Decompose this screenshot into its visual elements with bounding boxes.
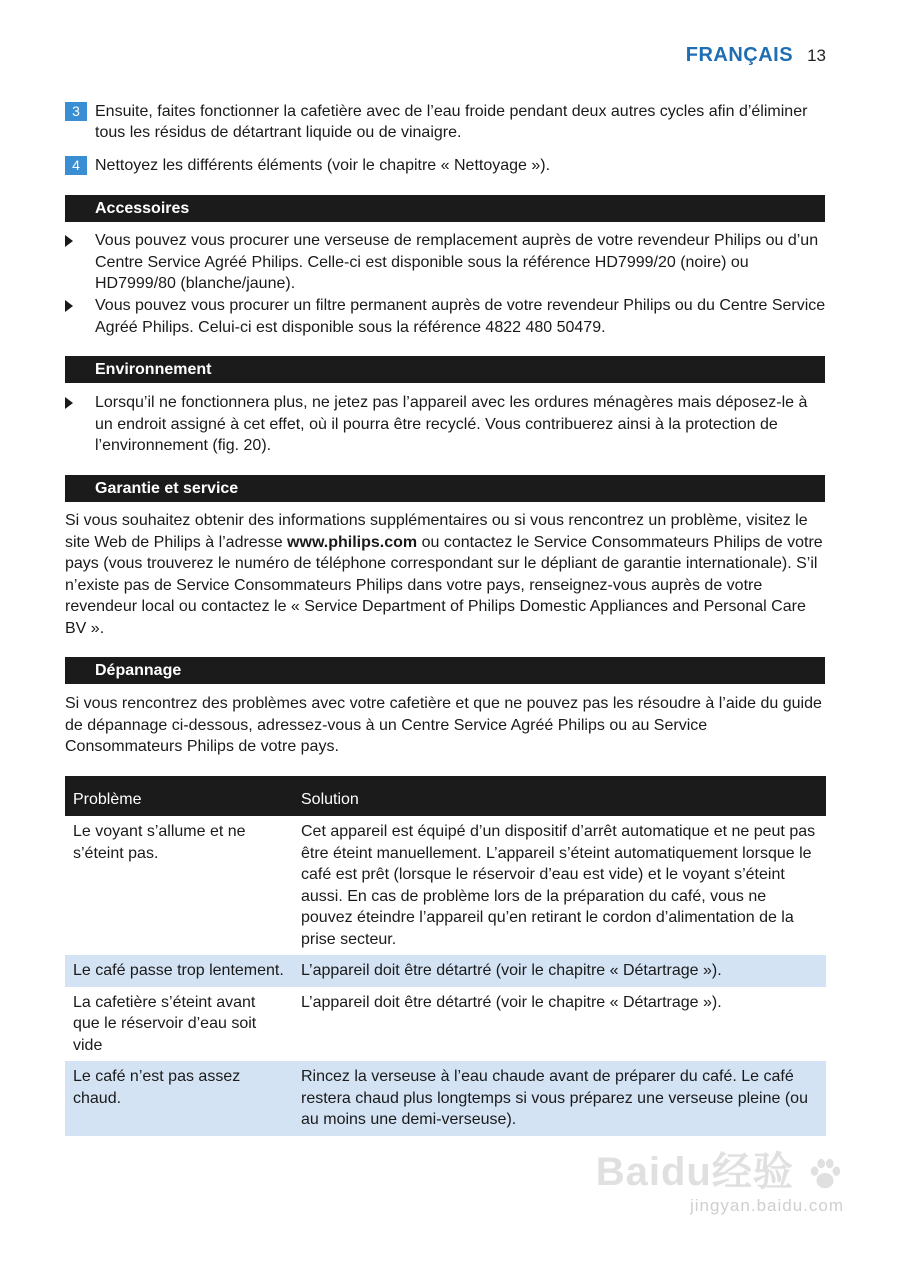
- bullet-text: Vous pouvez vous procurer un filtre permanent auprès de votre revendeur Philips ou du Centre Service Agréé Philips. Celui-ci est disponible sous la référence 4822 480 50479.: [95, 297, 826, 336]
- solution-cell: Cet appareil est équipé d’un dispositif d’arrêt automatique et ne peut pas être éteint manuellement. L’appareil s’éteint automatiquement lorsque le café est prêt (lorsque le réservoir d’eau est vide) et le voyant s’éteint aussi. En cas de problème lors de la préparation du café, vous ne pouvez éteindre l’appareil qu’en retirant le cordon d’alimentation de la prise secteur.: [301, 823, 816, 948]
- garantie-text-after: ou contactez le Service Consommateurs Philips de votre pays (vous trouverez le numéro de téléphone correspondant sur le dépliant de garantie internationale). S’il n’existe pas de Service Consommateurs Philips dans votre pays, renseignez-vous auprès de votre revendeur local ou contactez le « Service Department of Philips Domestic Appliances and Personal Care BV ».: [65, 533, 823, 637]
- bullet-icon: [65, 300, 73, 312]
- bullet-icon: [65, 397, 73, 409]
- problem-cell: Le café n’est pas assez chaud.: [65, 1061, 293, 1136]
- table-row: [65, 987, 826, 1062]
- problem-cell: Le voyant s’allume et ne s’éteint pas.: [73, 823, 246, 862]
- paw-icon: [806, 1155, 844, 1193]
- page-number: 13: [807, 46, 826, 65]
- problem-cell: La cafetière s’éteint avant que le réservoir d’eau soit vide: [73, 993, 257, 1054]
- table-row: [65, 816, 826, 955]
- step-4: [65, 155, 832, 176]
- column-header-problem: Problème: [65, 776, 293, 816]
- solution-cell: Rincez la verseuse à l’eau chaude avant de préparer du café. Le café restera chaud plus longtemps si vous préparez une verseuse pleine (ou au moins une demi-verseuse).: [293, 1061, 826, 1136]
- table-header-row: [65, 776, 826, 816]
- bullet-icon: [65, 235, 73, 247]
- page-header: [686, 44, 826, 67]
- bullet-text: Vous pouvez vous procurer une verseuse de remplacement auprès de votre revendeur Philips ou d’un Centre Service Agréé Philips. Celle-ci est disponible sous la référence HD7999/20 (noire) ou HD7999/80 (blanche/jaune).: [95, 232, 819, 292]
- watermark-url: jingyan.baidu.com: [689, 1196, 844, 1215]
- step-text: Nettoyez les différents éléments (voir le chapitre « Nettoyage »).: [95, 157, 551, 174]
- solution-cell: L’appareil doit être détartré (voir le chapitre « Détartrage »).: [293, 955, 826, 987]
- baidu-watermark: [596, 1150, 844, 1216]
- bullet-text: Lorsqu’il ne fonctionnera plus, ne jetez pas l’appareil avec les ordures ménagères mais déposez-le à un endroit assigné à cet effet, où il pourra être recyclé. Vous contribuerez ainsi à la protection de l’environnement (fig. 20).: [95, 394, 808, 454]
- step-number: 3: [65, 102, 87, 121]
- section-heading-depannage: Dépannage: [65, 657, 825, 684]
- philips-website-link[interactable]: www.philips.com: [287, 533, 418, 551]
- garantie-paragraph: [65, 510, 826, 640]
- bullet-item: [65, 295, 826, 338]
- troubleshooting-table: [65, 776, 826, 1136]
- section-heading-environnement: Environnement: [65, 356, 825, 383]
- table-row: [65, 955, 826, 987]
- bullet-item: [65, 392, 826, 457]
- column-header-solution: Solution: [293, 776, 826, 816]
- table-row: [65, 1061, 826, 1136]
- step-3: [65, 101, 832, 143]
- section-heading-accessoires: Accessoires: [65, 195, 825, 222]
- step-number: 4: [65, 156, 87, 175]
- watermark-logo: [596, 1150, 844, 1194]
- watermark-logo-text: Baidu经验: [595, 1150, 794, 1194]
- section-heading-garantie: Garantie et service: [65, 475, 825, 502]
- solution-cell: L’appareil doit être détartré (voir le chapitre « Détartrage »).: [301, 993, 722, 1011]
- garantie-text-before: Si vous souhaitez obtenir des informations supplémentaires ou si vous rencontrez un problème, visitez le site Web de Philips à l’adresse: [65, 512, 808, 551]
- language-label: FRANÇAIS: [685, 44, 794, 66]
- depannage-intro: Si vous rencontrez des problèmes avec votre cafetière et que ne pouvez pas les résoudre à l’aide du guide de dépannage ci-dessous, adressez-vous à un Centre Service Agréé Philips ou au Service Consommateurs Philips de votre pays.: [65, 695, 822, 756]
- bullet-item: [65, 230, 826, 295]
- problem-cell: Le café passe trop lentement.: [65, 955, 293, 987]
- step-text: Ensuite, faites fonctionner la cafetière avec de l’eau froide pendant deux autres cycles afin d’éliminer tous les résidus de détartrant liquide ou de vinaigre.: [95, 103, 808, 141]
